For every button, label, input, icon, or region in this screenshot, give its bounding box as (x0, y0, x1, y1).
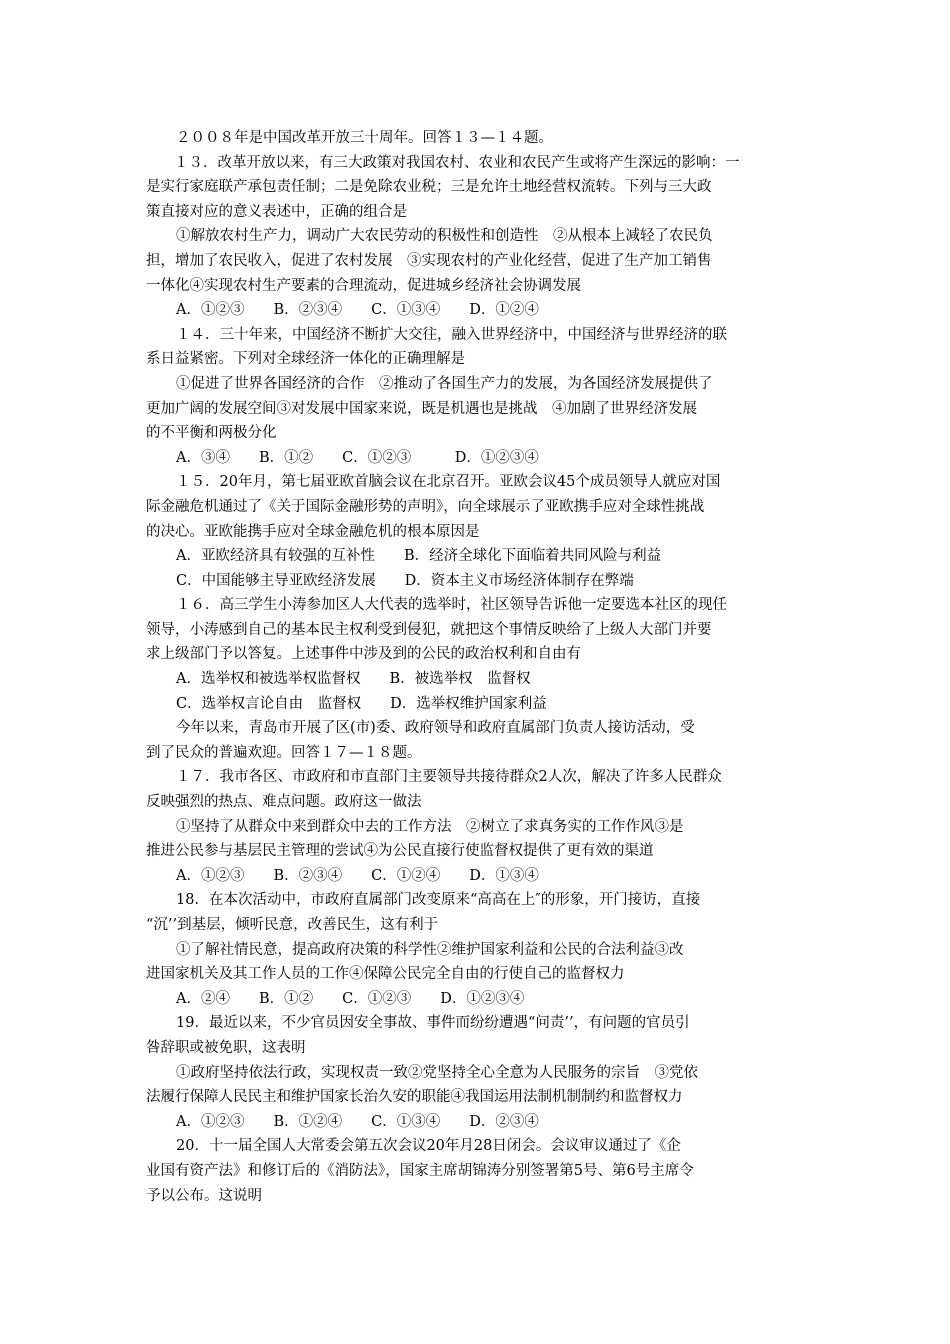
text-line: 20．十一届全国人大常委会第五次会议20年月28日闭会。会议审议通过了《企 (176, 1138, 681, 1155)
text-line: 担，增加了农民收入，促进了农村发展 ③实现农村的产业化经营，促进了生产加工销售 (146, 252, 712, 269)
text-line: 系日益紧密。下列对全球经济一体化的正确理解是 (146, 351, 465, 368)
text-line: A．①②③ B．①②④ C．①③④ D．②③④ (176, 1113, 539, 1130)
text-line: ２００８年是中国改革开放三十周年。回答１３—１４题。 (176, 130, 553, 146)
text-line: A．③④ B．①② C．①②③ D．①②③④ (176, 449, 539, 466)
text-line: A．①②③ B．②③④ C．①③④ D．①②④ (176, 302, 539, 319)
text-line: 求上级部门予以答复。上述事件中涉及到的公民的政治权利和自由有 (146, 646, 581, 663)
text-line: ①坚持了从群众中来到群众中去的工作方法 ②树立了求真务实的工作作风③是 (176, 818, 684, 835)
text-line: 进国家机关及其工作人员的工作④保障公民完全自由的行使自己的监督权力 (146, 966, 625, 983)
text-line: 推进公民参与基层民主管理的尝试④为公民直接行使监督权提供了更有效的渠道 (146, 843, 654, 860)
text-line: C．中国能够主导亚欧经济发展 D．资本主义市场经济体制存在弊端 (176, 572, 634, 589)
text-line: 一体化④实现农村生产要素的合理流动，促进城乡经济社会协调发展 (146, 277, 581, 294)
text-line: ①解放农村生产力，调动广大农民劳动的积极性和创造性 ②从根本上减轻了农民负 (176, 228, 713, 245)
text-line: 是实行家庭联产承包责任制；二是免除农业税；三是允许土地经营权流转。下列与三大政 (146, 179, 712, 196)
text-line: ①政府坚持依法行政，实现权责一致②党坚持全心全意为人民服务的宗旨 ③党依 (176, 1064, 698, 1081)
text-line: A．②④ B．①② C．①②③ D．①②③④ (176, 990, 525, 1007)
text-line: ①促进了世界各国经济的合作 ②推动了各国生产力的发展，为各国经济发展提供了 (176, 375, 713, 392)
text-line: 法履行保障人民民主和维护国家长治久安的职能④我国运用法制机制制约和监督权力 (146, 1089, 683, 1106)
text-line: 策直接对应的意义表述中，正确的组合是 (146, 203, 407, 220)
text-line: ①了解社情民意，提高政府决策的科学性②维护国家利益和公民的合法利益③改 (176, 941, 684, 958)
document-page (146, 126, 816, 1208)
text-line: 反映强烈的热点、难点问题。政府这一做法 (146, 794, 422, 811)
text-line: C．选举权言论自由 监督权 D．选举权维护国家利益 (176, 695, 547, 712)
text-line: 的不平衡和两极分化 (146, 425, 277, 442)
text-line: 更加广阔的发展空间③对发展中国家来说，既是机遇也是挑战 ④加剧了世界经济发展 (146, 400, 697, 417)
text-line: A．亚欧经济具有较强的互补性 B．经济全球化下面临着共同风险与利益 (176, 548, 662, 565)
text-line: １６．高三学生小涛参加区人大代表的选举时，社区领导告诉他一定要选本社区的现任 (176, 597, 727, 614)
text-line: 19．最近以来，不少官员因安全事故、事件而纷纷遭遇“问责’’，有问题的官员引 (176, 1015, 690, 1032)
text-line: 18．在本次活动中，市政府直属部门改变原来“高高在上″的形象，开门接访，直接 (176, 892, 701, 909)
text-line: 领导，小涛感到自己的基本民主权利受到侵犯，就把这个事情反映给了上级人大部门并要 (146, 621, 712, 638)
text-line: “沉’’到基层，倾听民意，改善民生，这有利于 (146, 917, 439, 933)
text-line: 到了民众的普遍欢迎。回答１７—１８题。 (146, 744, 422, 761)
text-line: A．①②③ B．②③④ C．①②④ D．①③④ (176, 867, 539, 884)
text-line: 今年以来，青岛市开展了区(市)委、政府领导和政府直属部门负责人接访活动，受 (176, 720, 695, 737)
text-line: １７．我市各区、市政府和市直部门主要领导共接待群众2人次，解决了许多人民群众 (176, 769, 722, 786)
text-line: １５．20年月，第七届亚欧首脑会议在北京召开。亚欧会议45个成员领导人就应对国 (176, 474, 721, 491)
text-line: 咎辞职或被免职，这表明 (146, 1039, 306, 1056)
text-line: 的决心。亚欧能携手应对全球金融危机的根本原因是 (146, 523, 480, 540)
text-line: 际金融危机通过了《关于国际金融形势的声明》，向全球展示了亚欧携手应对全球性挑战 (146, 498, 705, 515)
text-line: 业国有资产法》和修订后的《消防法》，国家主席胡锦涛分别签署第5号、第6号主席令 (146, 1162, 694, 1179)
text-line: １４．三十年来，中国经济不断扩大交往，融入世界经济中，中国经济与世界经济的联 (176, 326, 727, 343)
text-line: A．选举权和被选举权监督权 B．被选举权 监督权 (176, 671, 531, 688)
text-line: 予以公布。这说明 (146, 1187, 262, 1204)
text-line: １３．改革开放以来，有三大政策对我国农村、农业和农民产生或将产生深远的影响：一 (174, 154, 740, 171)
